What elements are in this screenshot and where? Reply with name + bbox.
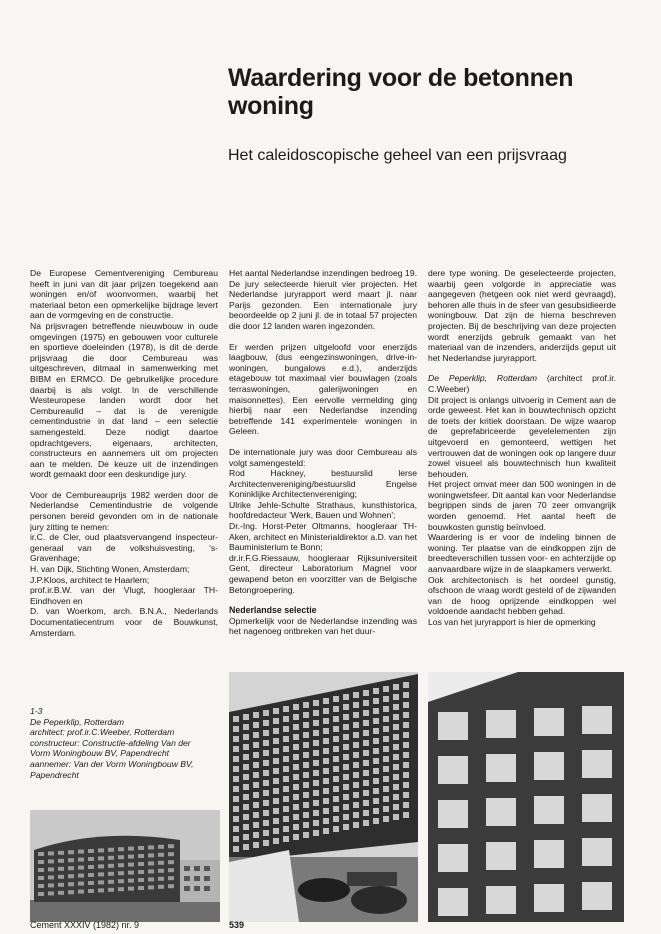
paragraph: De internationale jury was door Cembureau als volgt samengesteld: xyxy=(229,446,417,468)
paragraph: Ook architectonisch is het oordeel gunstig, ofschoon de vraag wordt gesteld of de zijwanden van de hoog oprijzende eindkoppen wel voldoende aandacht hebben gehad. xyxy=(428,574,616,617)
article-subtitle: Het caleidoscopische geheel van een prijsvraag xyxy=(228,147,567,164)
paragraph: dere type woning. De geselecteerde projecten, waarbij geen volgorde in appreciatie was aangegeven (hetgeen ook niet werd gevraagd), behoren alle thuis in de sfeer van gesubsidieerde woningbouw. Dat zijn de hierna beschreven projecten. Bij de beschrijving van deze projecten wordt enerzijds gebruik gemaakt van het materiaal van de inzenders, anderzijds geput uit het Nederlandse juryrapport. xyxy=(428,268,616,363)
jury-member: Dr.-Ing. Horst-Peter Oltmanns, hoogleraar TH-Aken, architect en Ministerialdirektor a.D. van het Bauministerium te Bonn; xyxy=(229,521,417,553)
caption-line: De Peperklip, Rotterdam xyxy=(30,716,125,727)
caption-line: Papendrecht xyxy=(30,769,79,780)
project-heading xyxy=(428,373,616,394)
paragraph: Het project omvat meer dan 500 woningen in de woningwetsfeer. Dit aantal kan voor Nederlandse begrippen sinds de jaren 70 zeer omvangrijk worden genoemd. Het aantal heeft de bouwkosten gunstig beïnvloed. xyxy=(428,479,616,532)
section-heading: Nederlandse selectie xyxy=(229,605,317,616)
paragraph: Waardering is er voor de indeling binnen de woning. Ter plaatse van de eindkoppen zijn de breedteverschillen tussen voor- en achterzijde op aanvaardbare wijze in de slaapkamers verwerkt. xyxy=(428,532,616,575)
project-architect: (architect prof.ir. C.Weeber) xyxy=(428,373,616,394)
jury-member: J.P.Kloos, architect te Haarlem; xyxy=(30,574,150,585)
paragraph: De Europese Cementvereniging Cembureau heeft in juni van dit jaar prijzen toegekend aan woningen en/of woonvormen, waarbij het materiaal beton een opmerkelijke bijdrage levert aan de vormgeving en de constructie. xyxy=(30,268,218,321)
figure-caption xyxy=(30,706,220,780)
caption-line: constructeur: Constructie-afdeling Van der xyxy=(30,737,191,748)
photo-building-round xyxy=(30,810,220,922)
text-column-3 xyxy=(428,268,616,704)
photo-facade-detail xyxy=(428,672,624,922)
caption-line: aannemer: Van der Vorm Woningbouw BV, xyxy=(30,758,194,769)
paragraph: Na prijsvragen betreffende nieuwbouw in oude omgevingen (1975) en gebouwen voor culturele en sportieve doeleinden (1978), is dit de derde prijsvraag die door Cembureau was uitgeschreven, ditmaal in samenwerking met BIBM en ERMCO. De gebruikelijke procedure daarbij is als volgt. In de verschillende Westeuropese landen wordt door het Cembureaulid – dat is de verenigde cementindustrie in dat land – een selectie samengesteld. Deze nodigt daartoe opdrachtgevers, eigenaars, architecten, constructeurs en aannemers uit om projecten aan te melden. De keuze uit de inzendingen wordt gemaakt door een deskundige jury. xyxy=(30,320,218,480)
caption-line: Vorm Woningbouw BV, Papendrecht xyxy=(30,748,170,759)
caption-line: architect: prof.ir.C.Weeber, Rotterdam xyxy=(30,727,175,738)
jury-member: prof.ir.B.W. van der Vlugt, hoogleraar TH-Eindhoven en xyxy=(30,585,218,606)
jury-member: Ulrike Jehle-Schulte Strathaus, kunsthistorica, hoofdredacteur 'Werk, Bauen und Wohnen'; xyxy=(229,499,417,521)
article-title: Waardering voor de betonnen woning xyxy=(228,64,574,120)
jury-member: H. van Dijk, Stichting Wonen, Amsterdam; xyxy=(30,564,190,575)
journal-reference: Cement XXXIV (1982) nr. 9 xyxy=(30,920,140,930)
text-column-2 xyxy=(229,268,417,704)
paragraph: Voor de Cembureauprijs 1982 werden door de Nederlandse Cementindustrie de volgende personen bereid gevonden om in de nationale jury zitting te nemen: xyxy=(30,489,218,532)
jury-member: D. van Woerkom, arch. B.N.A., Nederlands Documentatiecentrum voor de Bouwkunst, Amsterdam. xyxy=(30,606,218,638)
jury-member: Rod Hackney, bestuurslid lerse Architectenvereniging/bestuurslid Engelse Koninklijke Architectenvereniging; xyxy=(229,468,417,500)
paragraph: Het aantal Nederlandse inzendingen bedroeg 19. De jury selecteerde hieruit vier projecten. Het Nederlandse juryrapport werd maart jl. naar Parijs gezonden. Een internationale jury beoordeelde op 2 juni jl. de in totaal 57 projecten die door 12 landen waren ingezonden. xyxy=(229,268,417,331)
paragraph: Los van het juryrapport is hier de opmerking xyxy=(428,617,596,627)
figure-number: 1-3 xyxy=(30,706,43,716)
paragraph: Er werden prijzen uitgeloofd voor enerzijds laagbouw, (dus eengezinswoningen, drive-in-woningen, bungalows e.d.), anderzijds etagebouw tot maximaal vier bouwlagen (zoals terraswoningen, galerijwoningen en maisonnettes). Een eervolle vermelding ging hierbij naar een Nederlandse inzending betreffende 141 experimentele woningen in Geleen. xyxy=(229,341,417,437)
photo-street-facade xyxy=(229,672,418,922)
jury-member: dr.ir.F.G.Riessauw, hoogleraar Rijksuniversiteit Gent, directeur Laboratorium Magnel voor gewapend beton en voorzitter van de Belgische Betongroepering. xyxy=(229,552,417,595)
paragraph: Dit project is onlangs uitvoerig in Cement aan de orde geweest. Het kan in bouwtechnisch opzicht de toets der kritiek doorstaan. De wijze waarop de geprefabriceerde gevelelementen zijn uitgevoerd en gemonteerd, wettigen het vertrouwen dat de woningen ook op langere duur zowel visueel als bouwtechnisch hun kwaliteit behouden. xyxy=(428,394,616,479)
project-name: De Peperklip, Rotterdam xyxy=(428,373,538,384)
page-number: 539 xyxy=(229,920,245,930)
jury-member: ir.C. de Cler, oud plaatsvervangend inspecteur-generaal van de volkshuisvesting, 's-Gravenhage; xyxy=(30,532,218,564)
paragraph: Opmerkelijk voor de Nederlandse inzending was het nagenoeg ontbreken van het duur- xyxy=(229,615,417,637)
text-column-1 xyxy=(30,268,218,700)
